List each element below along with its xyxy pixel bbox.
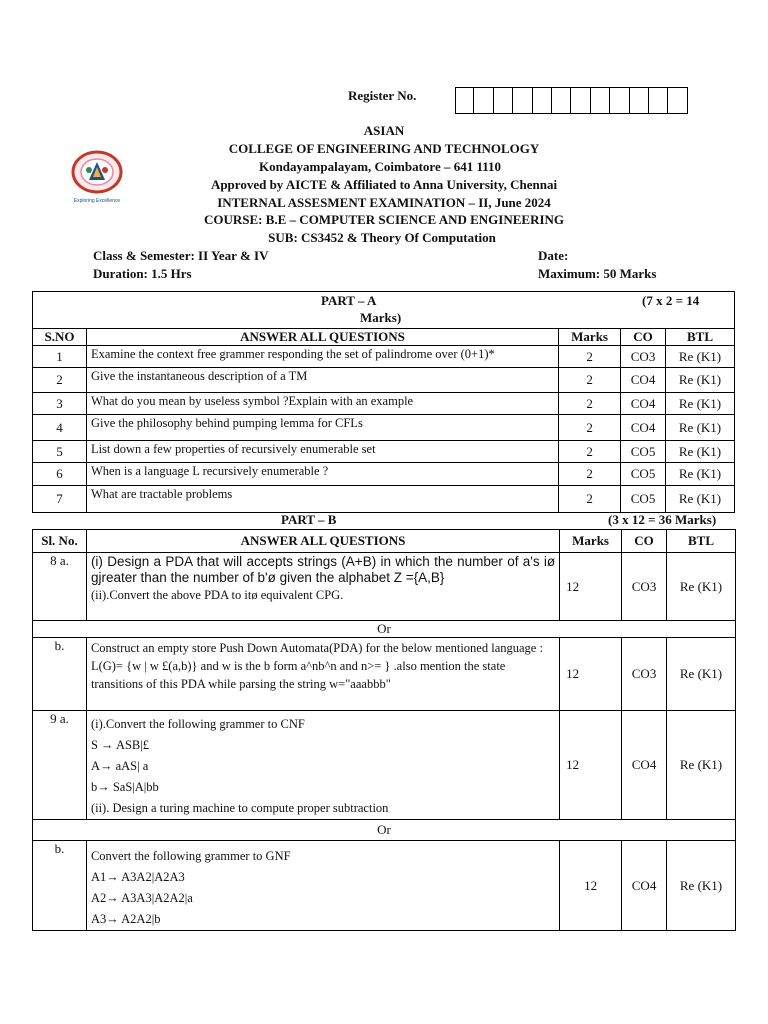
register-digit-box[interactable]	[533, 87, 552, 114]
question-marks: 2	[559, 368, 621, 393]
register-digit-box[interactable]	[494, 87, 513, 114]
class-semester: Class & Semester: II Year & IV	[93, 248, 269, 263]
question-marks: 2	[559, 441, 621, 463]
col-header-btl: BTL	[666, 329, 735, 346]
question-btl: Re (K1)	[666, 368, 735, 393]
question-co: CO5	[621, 463, 666, 486]
question-number: 6	[33, 463, 87, 486]
table-row	[33, 841, 736, 931]
or-separator: Or	[33, 820, 736, 841]
question-line: L(G)= {w | w £(a,b)} and w is the b form a^nb^n and n>= } .also mention the state transitions of this PDA while parsing the string w="aaabbb"	[90, 659, 506, 691]
question-text	[86, 841, 559, 931]
question-co: CO4	[621, 415, 666, 441]
table-row	[33, 441, 735, 463]
question-btl: Re (K1)	[666, 346, 735, 368]
question-line: Convert the following grammer to GNF	[90, 849, 291, 863]
college-name: COLLEGE OF ENGINEERING AND TECHNOLOGY	[228, 141, 540, 156]
question-text: What do you mean by useless symbol ?Explain with an example	[86, 393, 558, 415]
question-number: b.	[33, 841, 87, 931]
question-marks: 12	[560, 638, 622, 711]
question-text: When is a language L recursively enumerable ?	[86, 463, 558, 486]
part-a-title-row	[33, 292, 735, 329]
col-header-question: ANSWER ALL QUESTIONS	[86, 530, 559, 553]
question-btl: Re (K1)	[667, 841, 736, 931]
question-co: CO4	[622, 841, 667, 931]
question-line: Construct an empty store Push Down Automata(PDA) for the below mentioned language :	[90, 641, 543, 655]
question-text: Give the instantaneous description of a TM	[86, 368, 558, 393]
question-number: 1	[33, 346, 87, 368]
table-row	[33, 346, 735, 368]
col-header-question: ANSWER ALL QUESTIONS	[86, 329, 558, 346]
question-marks: 2	[559, 463, 621, 486]
logo-caption: Exploring Excellence	[73, 198, 121, 204]
col-header-sno: Sl. No.	[33, 530, 87, 553]
part-a-marks-note: (7 x 2 = 14	[642, 293, 700, 308]
col-header-sno: S.NO	[33, 329, 87, 346]
question-co: CO4	[622, 711, 667, 820]
question-line: A2→ A3A3|A2A2|a	[90, 891, 193, 905]
question-marks: 12	[560, 553, 622, 621]
question-text: What are tractable problems	[86, 486, 558, 513]
register-digit-box[interactable]	[513, 87, 532, 114]
question-marks: 12	[560, 841, 622, 931]
question-line: (ii). Design a turing machine to compute proper subtraction	[90, 801, 389, 815]
course-title: COURSE: B.E – COMPUTER SCIENCE AND ENGINEERING	[203, 212, 565, 227]
question-marks: 2	[559, 346, 621, 368]
question-line: A→ aAS| a	[90, 759, 149, 773]
question-marks: 2	[559, 486, 621, 513]
col-header-co: CO	[622, 530, 667, 553]
table-row	[33, 638, 736, 711]
question-line: S → ASB|£	[90, 738, 150, 752]
part-a-title: PART – A	[321, 293, 377, 308]
question-co: CO4	[621, 368, 666, 393]
date-label: Date:	[538, 248, 569, 263]
or-separator: Or	[33, 621, 736, 638]
question-line: (i) Design a PDA that will accepts strings (A+B) in which the number of a's iø gjreater than the number of b'ø given the alphabet Z ={A,B}	[90, 554, 556, 585]
question-line: (ii).Convert the above PDA to itø equivalent CPG.	[90, 588, 344, 602]
col-header-marks: Marks	[560, 530, 622, 553]
question-text	[86, 553, 559, 621]
question-marks: 12	[560, 711, 622, 820]
question-text: List down a few properties of recursively enumerable set	[86, 441, 558, 463]
question-btl: Re (K1)	[667, 553, 736, 621]
table-row	[33, 553, 736, 621]
question-marks: 2	[559, 415, 621, 441]
question-co: CO3	[621, 346, 666, 368]
part-a-marks-note-cont: Marks)	[360, 310, 402, 325]
question-number: 8 a.	[33, 553, 87, 621]
table-row	[33, 711, 736, 820]
part-b-marks-note: (3 x 12 = 36 Marks)	[608, 512, 717, 527]
register-digit-box[interactable]	[552, 87, 571, 114]
question-btl: Re (K1)	[666, 415, 735, 441]
table-row	[33, 368, 735, 393]
question-line: A3→ A2A2|b	[90, 912, 161, 926]
question-line: (i).Convert the following grammer to CNF	[90, 717, 305, 731]
question-line: b→ SaS|A|bb	[90, 780, 159, 794]
question-co: CO5	[621, 441, 666, 463]
register-digit-box[interactable]	[474, 87, 493, 114]
or-row	[33, 820, 736, 841]
register-digit-box[interactable]	[610, 87, 629, 114]
register-digit-box[interactable]	[649, 87, 668, 114]
question-number: 4	[33, 415, 87, 441]
question-text: Give the philosophy behind pumping lemma for CFLs	[86, 415, 558, 441]
part-b-table	[32, 529, 736, 931]
table-row	[33, 415, 735, 441]
part-b-title: PART – B	[281, 512, 337, 527]
part-a-table	[32, 291, 735, 513]
affiliation: Approved by AICTE & Affiliated to Anna University, Chennai	[210, 177, 558, 192]
college-address: Kondayampalayam, Coimbatore – 641 1110	[258, 159, 502, 174]
register-number-label: Register No.	[348, 88, 417, 103]
question-btl: Re (K1)	[666, 393, 735, 415]
exam-title: INTERNAL ASSESMENT EXAMINATION – II, June 2024	[217, 195, 551, 210]
header-line-1: ASIAN	[363, 123, 405, 138]
question-btl: Re (K1)	[666, 486, 735, 513]
question-btl: Re (K1)	[667, 638, 736, 711]
question-number: 3	[33, 393, 87, 415]
register-digit-box[interactable]	[571, 87, 590, 114]
question-text: Examine the context free grammer responding the set of palindrome over (0+1)*	[86, 346, 558, 368]
question-co: CO5	[621, 486, 666, 513]
col-header-co: CO	[621, 329, 666, 346]
question-number: 9 a.	[33, 711, 87, 820]
question-text	[86, 638, 559, 711]
question-text	[86, 711, 559, 820]
or-row	[33, 621, 736, 638]
question-btl: Re (K1)	[667, 711, 736, 820]
table-row	[33, 463, 735, 486]
question-line: A1→ A3A2|A2A3	[90, 870, 185, 884]
question-marks: 2	[559, 393, 621, 415]
max-marks: Maximum: 50 Marks	[538, 266, 657, 281]
question-co: CO3	[622, 553, 667, 621]
question-number: 5	[33, 441, 87, 463]
question-number: 7	[33, 486, 87, 513]
question-btl: Re (K1)	[666, 441, 735, 463]
part-b-header-row	[33, 530, 736, 553]
table-row	[33, 486, 735, 513]
register-digit-box[interactable]	[455, 87, 474, 114]
register-number-boxes[interactable]	[455, 87, 688, 114]
duration: Duration: 1.5 Hrs	[93, 266, 192, 281]
question-number: 2	[33, 368, 87, 393]
register-digit-box[interactable]	[591, 87, 610, 114]
question-btl: Re (K1)	[666, 463, 735, 486]
subject-title: SUB: CS3452 & Theory Of Computation	[268, 230, 496, 245]
register-digit-box[interactable]	[630, 87, 649, 114]
question-co: CO3	[622, 638, 667, 711]
question-number: b.	[33, 638, 87, 711]
question-co: CO4	[621, 393, 666, 415]
col-header-btl: BTL	[667, 530, 736, 553]
col-header-marks: Marks	[559, 329, 621, 346]
part-a-header-row	[33, 329, 735, 346]
table-row	[33, 393, 735, 415]
register-digit-box[interactable]	[668, 87, 687, 114]
